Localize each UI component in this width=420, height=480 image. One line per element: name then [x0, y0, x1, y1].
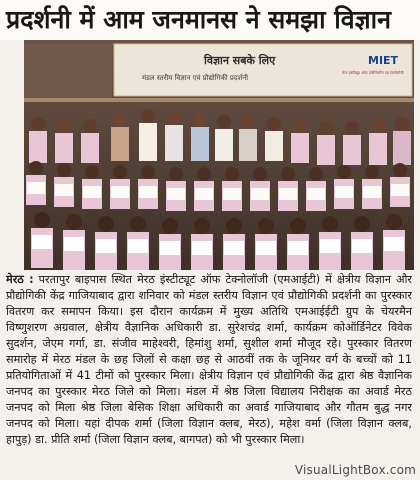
headline: प्रदर्शनी में आम जनमानस ने समझा विज्ञान [0, 0, 420, 40]
event-banner [114, 44, 412, 96]
miet-logo: MIET [368, 54, 399, 67]
article-body [6, 272, 412, 462]
miet-org: मेरठ इंस्टीट्यूट ऑफ इंजीनियरिंग एंड टेक्नोलॉजी [342, 71, 404, 75]
banner-subtitle: मंडल स्तरीय विज्ञान एवं प्रौद्योगिकी प्रदर्शनी [142, 74, 249, 82]
article-text: परतापुर बाइपास स्थित मेरठ इंस्टीट्यूट ऑफ टेक्नोलॉजी (एमआईटी) में क्षेत्रीय विज्ञान और प्रौद्योगिकी केंद्र गाजियाबाद द्वारा शनिवार को मंडल स्तरीय विज्ञान एवं प्रौद्योगिकी प्रदर्शनी का पुरस्कार वितरण कर समापन किया। इस दौरान कार्यक्रम में मुख्य अतिथि एमआईईटी ग्रुप के चेयरमैन विष्णुशरण अग्रवाल, क्षेत्रीय वैज्ञानिक अधिकारी डा. सुरेशचंद्र शर्मा, कार्यक्रम कोऑर्डिनेटर विवेक सुदर्शन, जेएम गर्गा, डा. संजीव माहेश्वरी, हिमांशु शर्मा, सुशील शर्मा मौजूद रहे। पुरस्कार वितरण समारोह में मेरठ मंडल के छह जिलों से कक्षा छह से आठवीं तक के जूनियर वर्ग के बच्चों को 11 प्रतियोगिताओं में 41 टीमों को पुरस्कार मिला। क्षेत्रीय विज्ञान एवं प्रौद्योगिकी केंद्र द्वारा श्रेष्ठ वैज्ञानिक जनपद का पुरस्कार मेरठ जिले को मिला। मंडल में श्रेष्ठ जिला विद्यालय निरीक्षक का अवार्ड मेरठ जनपद को मिला श्रेष्ठ जिला बेसिक शिक्षा अधिकारी का अवार्ड गाजियाबाद और गौतम बुद्ध नगर जनपद को मिला। यहां दीपक शर्मा (जिला विज्ञान क्लब, मेरठ), महेश वर्मा (जिला विज्ञान क्लब, हापुड़) डा. प्रीति शर्मा (जिला विज्ञान क्लब, बागपत) को भी पुरस्कार मिला। [6, 273, 412, 446]
article-dateline: मेरठ : [6, 273, 34, 286]
banner-title: विज्ञान सबके लिए [204, 54, 276, 67]
news-photo [24, 40, 414, 270]
watermark: VisualLightBox.com [294, 463, 416, 477]
